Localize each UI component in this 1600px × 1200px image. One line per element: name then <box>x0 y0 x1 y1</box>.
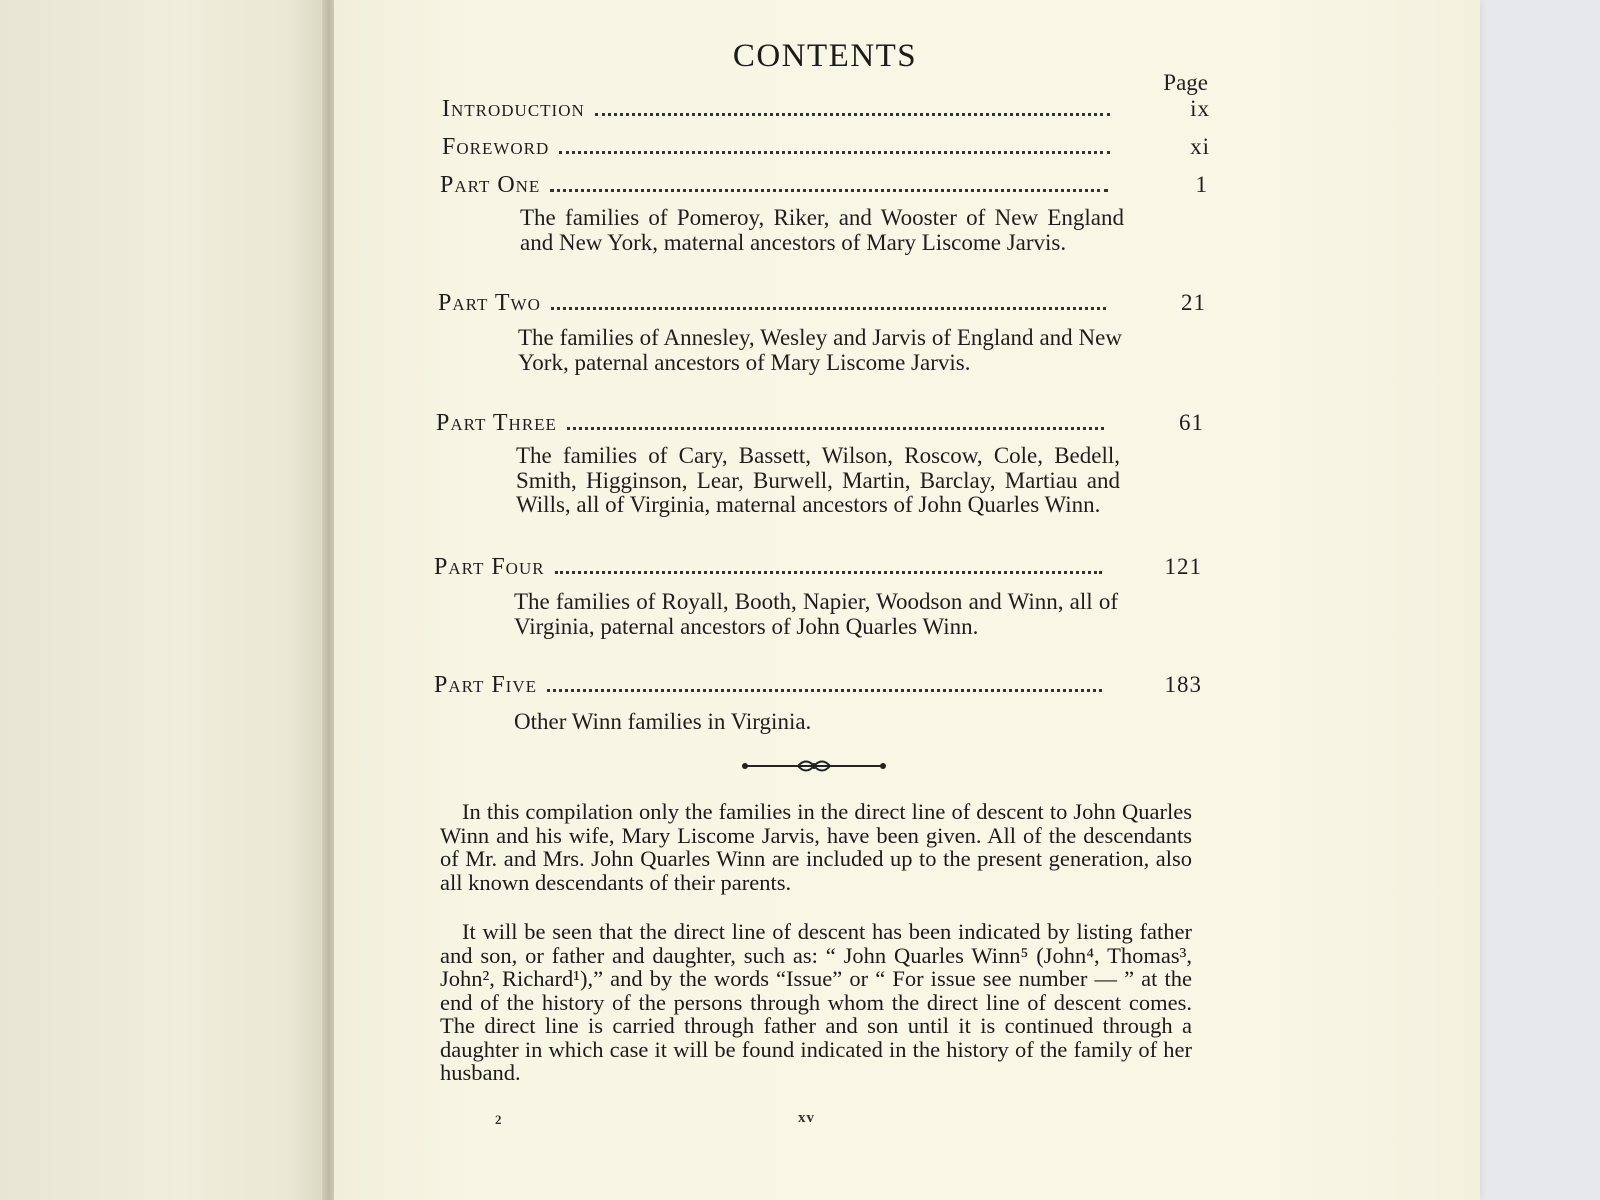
dot-leader <box>595 113 1110 116</box>
toc-entry-page: 21 <box>1181 290 1206 315</box>
toc-entry-description: The families of Pomeroy, Riker, and Wooster of New England and New York, maternal ancestors of Mary Liscome Jarvis. <box>520 205 1124 255</box>
body-paragraph: It will be seen that the direct line of descent has been indicated by listing father and son, or father and daughter, such as: “ John Quarles Winn⁵ (John⁴, Thomas³, John², Richard¹),” and by the words “Issue” or “ For issue see number — ” at the end of the history of the persons through whom the direct line of descent comes. The direct line is carried through father and son until it is continued through a daughter in which case it will be found indicated in the history of the family of her husband. <box>440 919 1192 1085</box>
toc-entry-label: Part Two <box>438 290 541 316</box>
toc-entry-label: Part Three <box>436 410 557 436</box>
page-column-header: Page <box>1163 70 1208 95</box>
toc-entry-part-four[interactable] <box>434 554 1202 584</box>
toc-entry-part-five[interactable] <box>434 672 1202 702</box>
toc-entry-label: Part One <box>440 172 541 198</box>
dot-leader <box>547 689 1102 692</box>
toc-entry-label: Foreword <box>442 134 550 160</box>
toc-entry-description: The families of Royall, Booth, Napier, Woodson and Winn, all of Virginia, paternal ancestors of John Quarles Winn. <box>514 589 1118 639</box>
body-paragraph: In this compilation only the families in the direct line of descent to John Quarles Winn and his wife, Mary Liscome Jarvis, have been given. All of the descendants of Mr. and Mrs. John Quarles Winn are included up to the present generation, also all known descendants of their parents. <box>440 799 1192 895</box>
toc-entry-part-two[interactable] <box>438 290 1206 320</box>
dot-leader <box>555 571 1102 574</box>
dot-leader <box>550 189 1108 192</box>
toc-entry-description: The families of Annesley, Wesley and Jarvis of England and New York, paternal ancestors of Mary Liscome Jarvis. <box>518 325 1122 375</box>
toc-entry-part-three[interactable] <box>436 410 1204 440</box>
toc-entry-label: Part Four <box>434 554 545 580</box>
toc-entry-introduction[interactable] <box>442 96 1210 126</box>
toc-entry-part-one[interactable] <box>440 172 1208 202</box>
toc-entry-foreword[interactable] <box>442 134 1210 164</box>
dot-leader <box>551 307 1106 310</box>
toc-entry-description: The families of Cary, Bassett, Wilson, Roscow, Cole, Bedell, Smith, Higginson, Lear, Burwell, Martin, Barclay, Martiau and Wills, all of Virginia, maternal ancestors of John Quarles Winn. <box>516 443 1120 517</box>
toc-entry-page: 183 <box>1164 672 1202 697</box>
toc-entry-label: Part Five <box>434 672 537 698</box>
toc-entry-page: xi <box>1190 134 1210 159</box>
toc-entry-label: Introduction <box>442 96 585 122</box>
toc-entry-page: ix <box>1190 96 1210 121</box>
toc-entry-description: Other Winn families in Virginia. <box>514 709 812 734</box>
toc-entry-page: 1 <box>1195 172 1208 197</box>
toc-entry-page: 121 <box>1164 554 1202 579</box>
toc-entry-page: 61 <box>1179 410 1204 435</box>
facing-page <box>0 0 328 1200</box>
signature-mark: 2 <box>495 1112 502 1127</box>
dot-leader <box>567 427 1104 430</box>
ornament-divider-icon <box>740 758 888 774</box>
dot-leader <box>559 151 1110 154</box>
page-number: xv <box>798 1110 815 1126</box>
page-title: CONTENTS <box>732 38 918 74</box>
